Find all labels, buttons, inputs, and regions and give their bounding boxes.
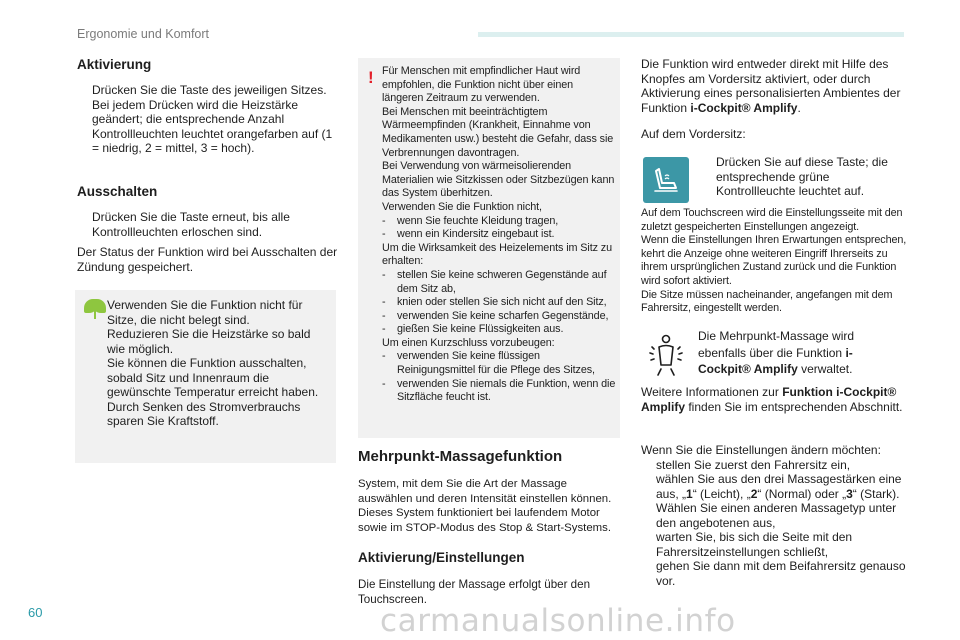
list-item: - stellen Sie keine schweren Gegenstände auf dem Sitz ab, (382, 268, 607, 295)
list-item: - verwenden Sie keine scharfen Gegenstände, (382, 309, 609, 322)
warning-paragraph: Bei Verwendung von wärmeisolierenden Materialien wie Sitzkissen oder Sitzbezügen kann das System überhitzen. (382, 160, 615, 200)
more-info-text: Weitere Informationen zur Funktion i-Cockpit® Amplify finden Sie im entsprechenden Abschnitt. (641, 385, 903, 414)
warning-paragraph: Verwenden Sie die Funktion nicht, (382, 200, 542, 213)
list-item: Drücken Sie die Taste erneut, bis alle Kontrollleuchten erloschen sind. (92, 210, 290, 239)
vordersitz-label: Auf dem Vordersitz: (641, 127, 746, 141)
aktivierung-heading: Aktivierung (77, 57, 152, 72)
list-item: Drücken Sie auf diese Taste; die entsprechende grüne Kontrollleuchte leuchtet auf. (716, 155, 888, 198)
warning-box (358, 58, 620, 438)
eco-info-box (75, 290, 336, 463)
multipoint-massage-icon (643, 331, 689, 377)
massage-description: System, mit dem Sie die Art der Massage auswählen und deren Intensität einstellen können. Dieses System funktioniert bei laufendem Motor sowie im STOP-Modus des Stop & Start-Systems. (358, 478, 612, 534)
aktivierung-section (77, 57, 339, 156)
list-item: Drücken Sie die Taste des jeweiligen Sitzes. (92, 83, 327, 97)
warning-paragraph: Bei Menschen mit beeinträchtigtem Wärmeempfinden (Krankheit, Einnahme von Medikamenten usw.) besteht die Gefahr, dass sie Verbrennungen davontragen. (382, 105, 614, 159)
watermark: carmanualsonline.info (380, 603, 736, 639)
status-text: Der Status der Funktion wird bei Ausschalten der Zündung gespeichert. (77, 245, 338, 274)
change-settings-section: Wenn Sie die Einstellungen ändern möchten: stellen Sie zuerst den Fahrersitz ein, wählen Sie aus den drei Massagestärken eine aus, „1“ (Leicht), „2“ (Normal) oder „3“ (Stark). Wählen Sie einen anderen Massagetyp unter den angebotenen aus, warten Sie, bis sich die Seite mit den Fahrersitzeinstellungen schließt, gehen Sie dann mit dem Beifahrersitz genauso vor. (641, 443, 913, 588)
page-number: 60 (28, 605, 43, 620)
ausschalten-section (77, 184, 339, 239)
touchscreen-info: Auf dem Touchscreen wird die Einstellungsseite mit den zuletzt gespeicherten Einstellungen angezeigt. Wenn die Einstellungen Ihren Erwartungen entsprechen, kehrt die Anzeige ohne weiteren Eingriff Ihrerseits zu ihrem ursprünglichen Zustand zurück und die Funktion wird sofort aktiviert. Die Sitze müssen nacheinander, angefangen mit dem Fahrersitz, eingestellt werden. (641, 207, 907, 315)
list-item: - knien oder stellen Sie sich nicht auf den Sitz, (382, 296, 607, 309)
list-item: Bei jedem Drücken wird die Heizstärke geändert; die entsprechende Anzahl Kontrollleuchten leuchtet orangefarben auf (1 = niedrig, 2 = mittel, 3 = hoch). (92, 97, 333, 155)
list-item: - wenn Sie feuchte Kleidung tragen, (382, 214, 559, 227)
eco-line: Reduzieren Sie die Heizstärke so bald wie möglich. (107, 327, 311, 356)
list-item: gehen Sie dann mit dem Beifahrersitz genauso vor. (656, 559, 906, 588)
einstellungen-heading: Aktivierung/Einstellungen (358, 550, 525, 565)
warning-paragraph: Für Menschen mit empfindlicher Haut wird empfohlen, die Funktion nicht über einen längeren Zeitraum zu verwenden. (382, 65, 581, 105)
exclamation-icon: ! (368, 68, 374, 87)
warning-paragraph: Um die Wirksamkeit des Heizelements im Sitz zu erhalten: (382, 241, 612, 268)
list-item: warten Sie, bis sich die Seite mit den Fahrersitzeinstellungen schließt, (656, 530, 853, 559)
massage-heading: Mehrpunkt-Massagefunktion (358, 448, 563, 465)
massage-section (358, 448, 624, 607)
eco-line: Verwenden Sie die Funktion nicht für Sitze, die nicht belegt sind. (107, 298, 303, 327)
eco-line: Sie können die Funktion ausschalten, sobald Sitz und Innenraum die gewünschte Temperatur erreicht haben. (107, 356, 319, 399)
warning-paragraph: Um einen Kurzschluss vorzubeugen: (382, 336, 555, 349)
list-item: Wählen Sie einen anderen Massagetyp unter den angebotenen aus, (656, 501, 897, 530)
list-item: - verwenden Sie niemals die Funktion, wenn die Sitzfläche feucht ist. (382, 377, 616, 404)
einstellungen-description: Die Einstellung der Massage erfolgt über den Touchscreen. (358, 578, 591, 606)
list-item: - verwenden Sie keine flüssigen Reinigungsmittel für die Pflege des Sitzes, (382, 350, 595, 377)
section-header: Ergonomie und Komfort (77, 27, 210, 41)
list-item: - wenn ein Kindersitz eingebaut ist. (382, 228, 555, 241)
list-item: stellen Sie zuerst den Fahrersitz ein, (656, 457, 851, 472)
seat-massage-icon (643, 157, 689, 203)
eco-line: Durch Senken des Stromverbrauchs sparen Sie Kraftstoff. (107, 399, 301, 428)
intro-text: Die Funktion wird entweder direkt mit Hilfe des Knopfes am Vordersitz aktiviert, oder durch Aktivierung eines personalisierten Ambientes der Funktion i-Cockpit® Amplify. (641, 57, 901, 115)
header-accent-bar (478, 32, 904, 37)
ausschalten-heading: Ausschalten (77, 184, 158, 199)
list-item: - gießen Sie keine Flüssigkeiten aus. (382, 323, 564, 336)
multipoint-text: Die Mehrpunkt-Massage wird ebenfalls über die Funktion i-Cockpit® Amplify verwaltet. (698, 329, 855, 376)
list-item: wählen Sie aus den drei Massagestärken eine aus, „1“ (Leicht), „2“ (Normal) oder „3“ (Stark). (656, 472, 902, 501)
leaf-icon (84, 299, 106, 319)
